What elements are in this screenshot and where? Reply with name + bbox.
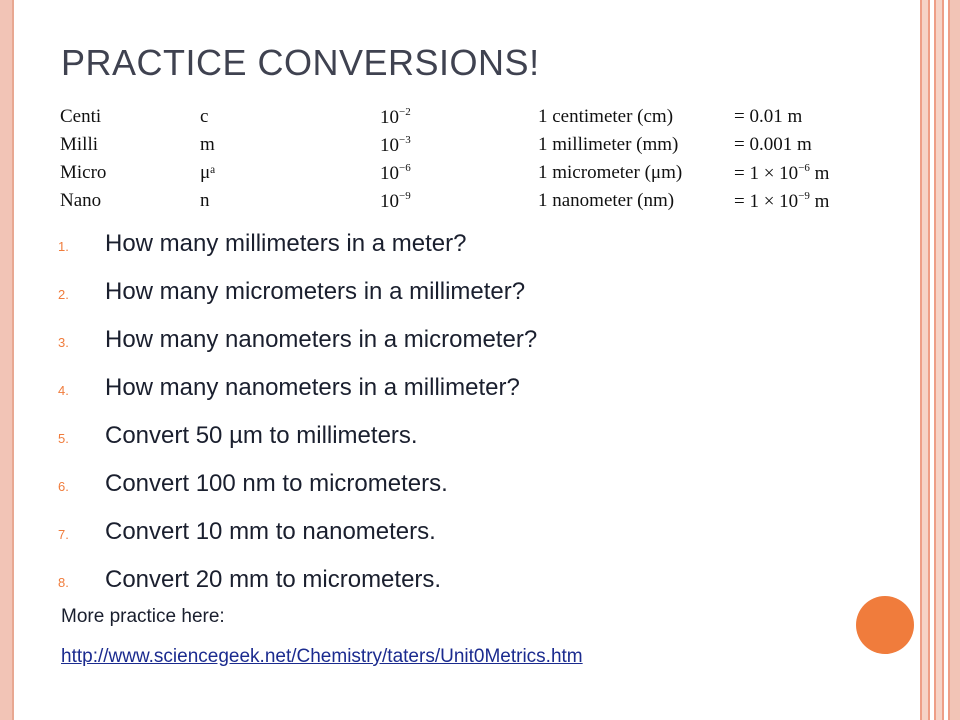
question-text: How many micrometers in a millimeter?	[105, 278, 526, 305]
right-frame-bar	[934, 0, 944, 720]
prefix-power: $10^{-3}$	[380, 134, 411, 156]
unit-definition: 1 micrometer (μm)	[538, 162, 683, 183]
question-text: How many millimeters in a meter?	[105, 230, 467, 257]
list-number: 6.	[58, 479, 69, 494]
list-number: 4.	[58, 383, 69, 398]
unit-definition: 1 millimeter (mm)	[538, 134, 679, 155]
list-number: 1.	[58, 239, 69, 254]
prefix-symbol: μᵃ	[200, 162, 216, 183]
list-number: 8.	[58, 575, 69, 590]
question-text: Convert 100 nm to micrometers.	[105, 470, 448, 497]
unit-equivalent: = 0.001 m	[734, 134, 812, 155]
more-practice-label: More practice here:	[61, 606, 225, 627]
prefix-name: Centi	[60, 106, 102, 127]
unit-row-centi	[58, 106, 870, 128]
more-practice-link[interactable]: http://www.sciencegeek.net/Chemistry/taters/Unit0Metrics.htm	[61, 646, 583, 667]
list-number: 7.	[58, 527, 69, 542]
unit-definition: 1 nanometer (nm)	[538, 190, 675, 211]
question-text: How many nanometers in a micrometer?	[105, 326, 538, 353]
prefix-symbol: n	[200, 190, 210, 211]
unit-row-nano	[58, 190, 870, 212]
unit-row-micro	[58, 162, 870, 184]
question-text: Convert 10 mm to nanometers.	[105, 518, 436, 545]
unit-row-milli	[58, 134, 870, 156]
unit-definition: 1 centimeter (cm)	[538, 106, 674, 127]
question-text: Convert 50 µm to millimeters.	[105, 422, 418, 449]
prefix-power: $10^{-2}$	[380, 106, 411, 128]
slide-title: PRACTICE CONVERSIONS!	[61, 42, 540, 83]
unit-equivalent: = 0.01 m	[734, 106, 803, 127]
prefix-name: Micro	[60, 162, 107, 183]
prefix-symbol: m	[200, 134, 215, 155]
left-frame-line	[12, 0, 14, 720]
list-number: 2.	[58, 287, 69, 302]
list-number: 3.	[58, 335, 69, 350]
unit-equivalent: = $1 \times 10^{-6}$ m	[734, 162, 830, 184]
prefix-power: $10^{-9}$	[380, 190, 411, 212]
prefix-symbol: c	[200, 106, 209, 127]
question-text: Convert 20 mm to micrometers.	[105, 566, 442, 593]
right-frame-bar	[920, 0, 930, 720]
unit-equivalent: = $1 \times 10^{-9}$ m	[734, 190, 830, 212]
question-text: How many nanometers in a millimeter?	[105, 374, 520, 401]
list-number: 5.	[58, 431, 69, 446]
prefix-name: Milli	[60, 134, 99, 155]
unit-prefix-table	[58, 106, 870, 212]
left-frame-bar	[0, 0, 12, 720]
right-frame-bar	[948, 0, 960, 720]
prefix-power: $10^{-6}$	[380, 162, 411, 184]
decorative-orange-circle	[856, 596, 914, 654]
prefix-name: Nano	[60, 190, 102, 211]
